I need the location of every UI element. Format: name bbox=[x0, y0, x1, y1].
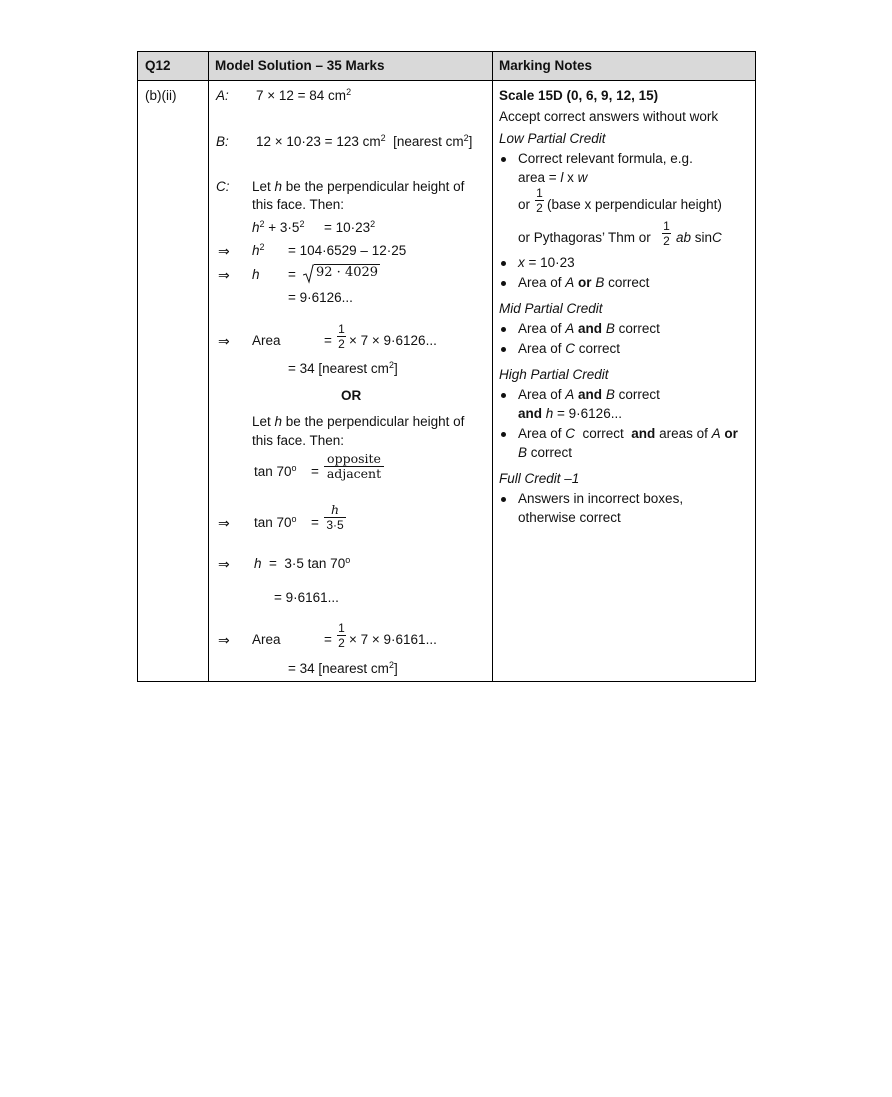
pythagoras-rhs: = $10\cdot 23^2$ bbox=[324, 219, 376, 235]
implies-arrow: ⇒ bbox=[218, 333, 230, 349]
sine-area-formula: ab sinC bbox=[676, 230, 722, 245]
marking-scheme-table bbox=[137, 51, 756, 682]
square-root-expression: 92 · 4029 bbox=[303, 264, 380, 284]
h-squared-right: = 104·6529 – 12·25 bbox=[288, 243, 407, 258]
area-result: = 34 [nearest $cm^2$] bbox=[288, 360, 398, 376]
header-marking-notes: Marking Notes bbox=[499, 58, 593, 73]
h-value: = 9·6126... bbox=[288, 290, 353, 305]
area2-label: Area bbox=[252, 632, 281, 647]
scale-line: Scale 15D (0, 6, 9, 12, 15) bbox=[499, 88, 659, 103]
or-separator: OR bbox=[341, 388, 362, 403]
area-a-line: 7 × 12 = 84 $cm^2$ bbox=[256, 87, 352, 103]
header-question: Q12 bbox=[145, 58, 171, 73]
low-bullet-3: Area of A or B correct bbox=[518, 275, 650, 290]
area-eq-sign: = bbox=[324, 333, 332, 348]
bullet-icon bbox=[501, 432, 506, 437]
c-intro-line2: this face. Then: bbox=[252, 197, 345, 212]
high-bullet-1-line2: and h = 9·6126... bbox=[518, 406, 622, 421]
area-b-line: 12 × 10·23 = 123 $cm^2$ [nearest $cm^2$] bbox=[256, 133, 473, 149]
h-left: h bbox=[252, 267, 260, 282]
or-word: or bbox=[518, 197, 531, 212]
high-bullet-2-line2: B correct bbox=[518, 445, 573, 460]
implies-arrow: ⇒ bbox=[218, 632, 230, 648]
label-c: C: bbox=[216, 179, 230, 194]
h-over-3-5-fraction: h 3·5 bbox=[324, 504, 346, 531]
half-fraction: 1 2 bbox=[338, 322, 345, 351]
h-eq-sign: = bbox=[288, 267, 296, 282]
area2-eq-sign: = bbox=[324, 632, 332, 647]
area-expression: × 7 × 9·6126... bbox=[349, 333, 437, 348]
area-label: Area bbox=[252, 333, 281, 348]
tan2-label: tan 70$^o$ bbox=[254, 514, 297, 530]
bullet-icon bbox=[501, 393, 506, 398]
half-fraction: 1 2 bbox=[536, 186, 543, 215]
radical-sign-icon bbox=[303, 264, 314, 284]
area2-expression: × 7 × 9·6161... bbox=[349, 632, 437, 647]
implies-arrow: ⇒ bbox=[218, 267, 230, 283]
tan-label: tan 70$^o$ bbox=[254, 463, 297, 479]
bullet-icon bbox=[501, 497, 506, 502]
low-bullet-1: Correct relevant formula, e.g. bbox=[518, 151, 693, 166]
opposite-over-adjacent-fraction: opposite adjacent bbox=[324, 453, 384, 480]
c-intro-line1: Let h be the perpendicular height of bbox=[252, 179, 465, 194]
h-tan-value: = 9·6161... bbox=[274, 590, 339, 605]
mid-bullet-1: Area of A and B correct bbox=[518, 321, 660, 336]
high-bullet-2: Area of C correct and areas of A or bbox=[518, 426, 738, 441]
base-height-formula: (base x perpendicular height) bbox=[547, 197, 722, 212]
pythagoras-or: or Pythagoras’ Thm or bbox=[518, 230, 651, 245]
bullet-icon bbox=[501, 281, 506, 286]
half-fraction: 1 2 bbox=[338, 621, 345, 650]
label-a: A: bbox=[216, 88, 229, 103]
implies-arrow: ⇒ bbox=[218, 556, 230, 572]
h-tan-equation: h = 3·5 tan 70$^o$ bbox=[254, 555, 351, 571]
bullet-icon bbox=[501, 327, 506, 332]
high-partial-credit-heading: High Partial Credit bbox=[499, 367, 609, 382]
low-partial-credit-heading: Low Partial Credit bbox=[499, 131, 606, 146]
header-model-solution: Model Solution – 35 Marks bbox=[215, 58, 385, 73]
alt-intro-line2: this face. Then: bbox=[252, 433, 345, 448]
implies-arrow: ⇒ bbox=[218, 243, 230, 259]
h-squared-left: $h^2$ bbox=[252, 242, 265, 258]
area2-result: = 34 [nearest $cm^2$] bbox=[288, 660, 398, 676]
tan-eq-sign: = bbox=[311, 464, 319, 479]
mid-partial-credit-heading: Mid Partial Credit bbox=[499, 301, 603, 316]
bullet-icon bbox=[501, 347, 506, 352]
full-bullet-1: Answers in incorrect boxes, bbox=[518, 491, 684, 506]
low-bullet-2: x = 10·23 bbox=[518, 255, 575, 270]
implies-arrow: ⇒ bbox=[218, 515, 230, 531]
label-b: B: bbox=[216, 134, 229, 149]
alt-intro-line1: Let h be the perpendicular height of bbox=[252, 414, 465, 429]
accept-line: Accept correct answers without work bbox=[499, 109, 719, 124]
area-formula: area = l x w bbox=[518, 170, 588, 185]
full-bullet-1-line2: otherwise correct bbox=[518, 510, 621, 525]
pythagoras-equation: $h^2 + 3\cdot 5^2$ bbox=[252, 219, 305, 235]
bullet-icon bbox=[501, 157, 506, 162]
column-divider bbox=[208, 52, 209, 681]
bullet-icon bbox=[501, 261, 506, 266]
tan2-eq-sign: = bbox=[311, 515, 319, 530]
column-divider bbox=[492, 52, 493, 681]
part-label: (b)(ii) bbox=[145, 88, 177, 103]
full-credit-heading: Full Credit –1 bbox=[499, 471, 580, 486]
high-bullet-1: Area of A and B correct bbox=[518, 387, 660, 402]
mid-bullet-2: Area of C correct bbox=[518, 341, 621, 356]
half-fraction: 1 2 bbox=[663, 219, 670, 248]
